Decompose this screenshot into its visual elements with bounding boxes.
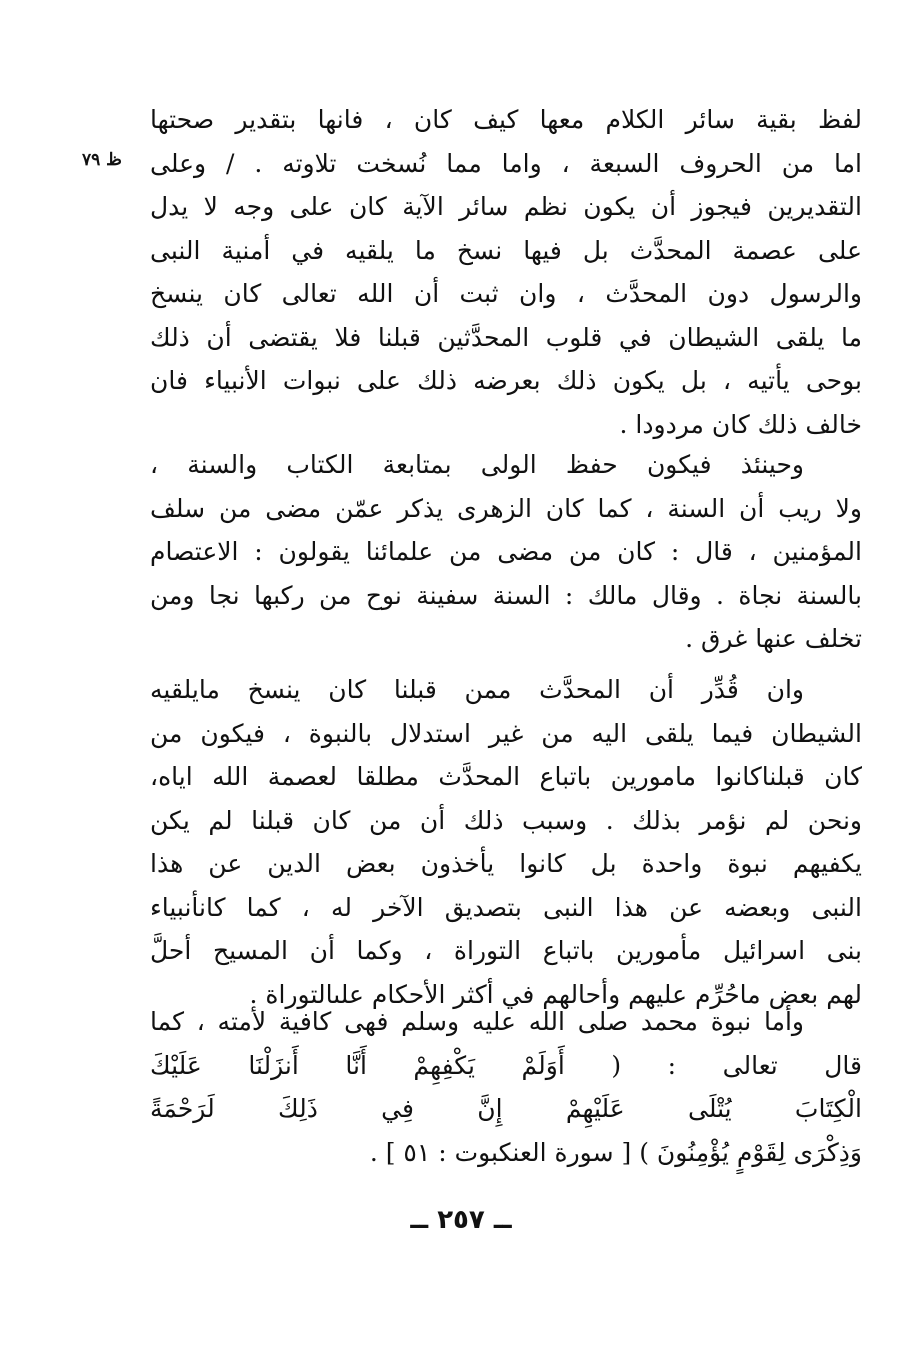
text-line: وحينئذ فيكون حفظ الولى بمتابعة الكتاب والسنة ،: [150, 450, 804, 479]
quran-verse-line: وَذِكْرَى لِقَوْمٍ يُؤْمِنُونَ ) [ سورة العنكبوت : ٥١ ] .: [369, 1137, 862, 1167]
text-line: ما يلقى الشيطان في قلوب المحدَّثين قبلنا فلا يقتضى أن ذلك: [150, 322, 862, 352]
text-line: على عصمة المحدَّث بل فيها نسخ ما يلقيه في أمنية النبى: [150, 235, 862, 265]
paragraph-4: [150, 1000, 862, 1174]
text-line: خالف ذلك كان مردودا .: [619, 409, 862, 439]
text-line: بالسنة نجاة . وقال مالك : السنة سفينة نوح من ركبها نجا ومن: [150, 580, 862, 610]
text-line: النبى وبعضه عن هذا النبى بتصديق الآخر له ، كما كانأنبياء: [150, 892, 862, 922]
text-line: التقديرين فيجوز أن يكون نظم سائر الآية كان على وجه لا يدل: [150, 192, 862, 221]
text-line: الشيطان فيما يلقى اليه من غير استدلال بالنبوة ، فيكون من: [150, 718, 862, 748]
text-line: والرسول دون المحدَّث ، وان ثبت أن الله تعالى كان ينسخ: [150, 279, 862, 308]
text-line: اما من الحروف السبعة ، واما مما نُسخت تلاوته . / وعلى: [150, 148, 862, 178]
text-line: المؤمنين ، قال : كان من مضى من علمائنا يقولون : الاعتصام: [150, 537, 862, 566]
text-line: تخلف عنها غرق .: [685, 624, 862, 653]
text-line: لهم بعض ماحُرِّم عليهم وأحالهم في أكثر الأحكام علىالتوراة .: [249, 979, 862, 1009]
text-line: بنى اسرائيل مأمورين باتباع التوراة ، وكما أن المسيح أحلَّ: [150, 936, 862, 965]
text-line: يكفيهم نبوة واحدة بل كانوا يأخذون بعض الدين عن هذا: [150, 849, 862, 878]
quran-verse-line: الْكِتَابَ يُتْلَى عَلَيْهِمْ إِنَّ فِي ذَلِكَ لَرَحْمَةً: [150, 1094, 862, 1123]
paragraph-3: [150, 668, 862, 1016]
paragraph-2: [150, 443, 862, 661]
margin-folio-note: ظ ٧٩: [82, 150, 122, 170]
text-line: وان قُدِّر أن المحدَّث ممن قبلنا كان ينسخ مايلقيه: [150, 675, 804, 704]
text-line: وأما نبوة محمد صلى الله عليه وسلم فهى كافية لأمته ، كما: [150, 1007, 804, 1036]
paragraph-1: [150, 98, 862, 446]
text-line: كان قبلناكانوا مامورين باتباع المحدَّث مطلقا لعصمة الله اياه،: [150, 762, 862, 791]
text-line: بوحى يأتيه ، بل يكون ذلك بعرضه ذلك على نبوات الأنبياء فان: [150, 366, 862, 395]
page-number: ــ ٢٥٧ ــ: [410, 1205, 512, 1235]
text-line: ولا ريب أن السنة ، كما كان الزهرى يذكر عمّن مضى من سلف: [150, 493, 862, 523]
quran-verse-line: قال تعالى : ( أَوَلَمْ يَكْفِهِمْ أَنَّا أَنزَلْنَا عَلَيْكَ: [150, 1050, 862, 1080]
text-line: ونحن لم نؤمر بذلك . وسبب ذلك أن من كان قبلنا لم يكن: [150, 805, 862, 835]
text-line: لفظ بقية سائر الكلام معها كيف كان ، فانها بتقدير صحتها: [150, 105, 862, 134]
